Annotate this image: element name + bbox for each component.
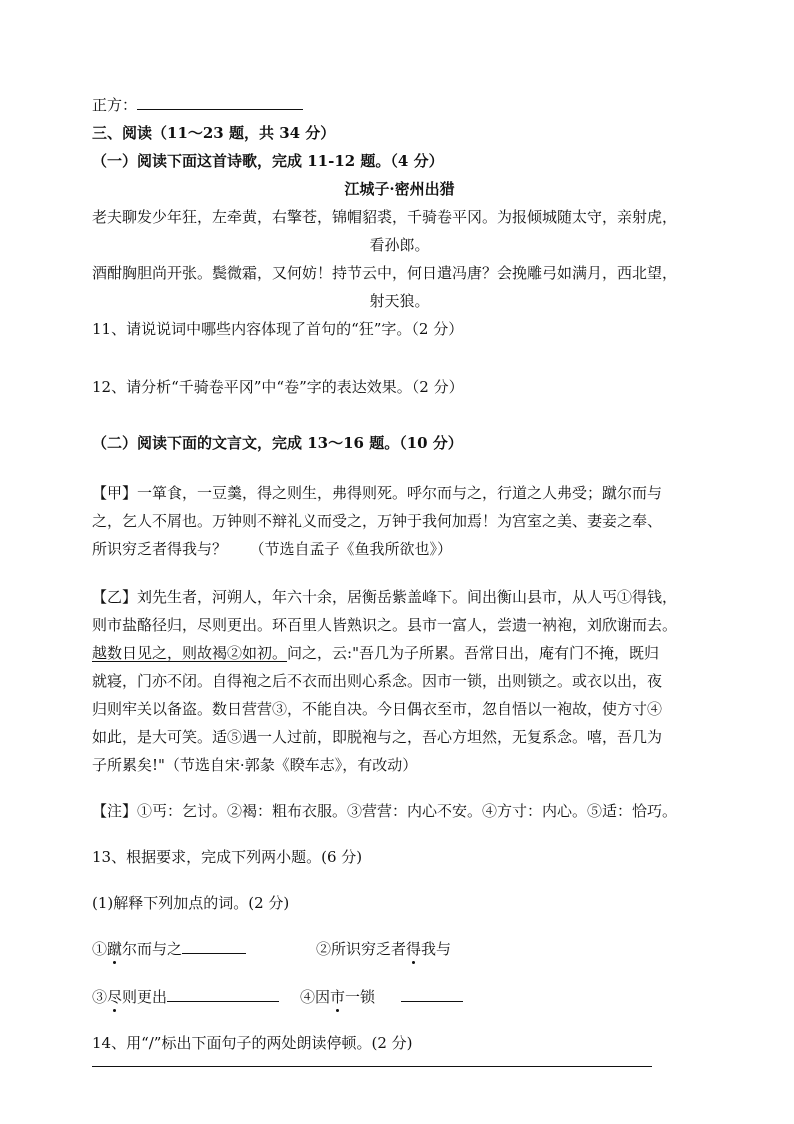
dotted-word: 市	[330, 988, 346, 1006]
yi-line: 则市盐酪径归，尽则更出。环百里人皆熟识之。县市一富人，尝遗一衲袍，刘欣谢而去。	[92, 616, 678, 634]
vocab-item-2	[316, 938, 451, 960]
vocab-item-1	[92, 938, 246, 960]
answer-blank[interactable]	[167, 986, 279, 1002]
poem-title: 江城子·密州出猎	[344, 180, 455, 198]
part2-heading: （二）阅读下面的文言文，完成 13～16 题。（10 分）	[92, 434, 463, 452]
question-13: 13、根据要求，完成下列两小题。(6 分)	[92, 848, 363, 866]
dotted-word: 得	[406, 940, 422, 958]
poem-line: 老夫聊发少年狂，左牵黄，右擎苍，锦帽貂裘，千骑卷平冈。为报倾城随太守，亲射虎，	[92, 208, 678, 226]
yi-line: 就寝，门亦不闭。自得袍之后不衣而出则心系念。因市一锁，出则锁之。或衣以出，夜	[92, 672, 663, 690]
question-12: 12、请分析“千骑卷平冈”中“卷”字的表达效果。（2 分）	[92, 378, 464, 396]
answer-blank[interactable]	[401, 986, 463, 1002]
top-label: 正方：	[92, 96, 138, 114]
answer-blank[interactable]	[137, 94, 303, 110]
question-13-1: (1)解释下列加点的词。(2 分)	[92, 894, 290, 912]
answer-line[interactable]	[92, 1066, 652, 1067]
part1-heading: （一）阅读下面这首诗歌，完成 11-12 题。（4 分）	[92, 152, 444, 170]
top-answer-line	[92, 94, 303, 116]
jia-line: 【甲】一箪食，一豆羹，得之则生，弗得则死。呼尔而与之，行道之人弗受；蹴尔而与	[92, 484, 663, 502]
poem-line: 射天狼。	[369, 292, 430, 310]
item-text: 一锁	[345, 988, 376, 1006]
yi-line	[92, 642, 659, 664]
yi-line: 【乙】刘先生者，河朔人，年六十余，居衡岳紫盖峰下。间出衡山县市，从人丐①得钱，	[92, 588, 678, 606]
question-11: 11、请说说词中哪些内容体现了首句的“狂”字。（2 分）	[92, 320, 464, 338]
item-text: ③	[92, 988, 108, 1006]
notes: 【注】①丐：乞讨。②褐：粗布衣服。③营营：内心不安。④方寸：内心。⑤适：恰巧。	[92, 802, 678, 820]
yi-line: 如此，是大可笑。适⑤遇一人过前，即脱袍与之，吾心方坦然，无复系念。嘻，吾几为	[92, 728, 663, 746]
answer-blank[interactable]	[182, 938, 246, 954]
yi-line: 子所累矣!"（节选自宋·郭彖《睽车志》，有改动）	[92, 756, 418, 774]
item-text: 尔而与之	[122, 940, 183, 958]
yi-line: 归则牢关以备盗。数日营营③，不能自决。今日偶衣至市，忽自悟以一袍故，使方寸④	[92, 700, 663, 718]
item-text: ④因	[300, 988, 331, 1006]
item-text: ①	[92, 940, 108, 958]
vocab-item-3	[92, 986, 279, 1008]
item-text: 我与	[421, 940, 452, 958]
dotted-word: 蹴	[107, 940, 123, 958]
underlined-sentence: 越数日见之，则故褐②如初。	[92, 644, 288, 662]
jia-line: 之，乞人不屑也。万钟则不辩礼义而受之，万钟于我何加焉！为宫室之美、妻妾之奉、	[92, 512, 663, 530]
item-text: ②所识穷乏者	[316, 940, 407, 958]
jia-line: 所识穷乏者得我与？ （节选自孟子《鱼我所欲也》）	[92, 540, 453, 558]
question-14: 14、用“/”标出下面句子的两处朗读停顿。(2 分)	[92, 1034, 413, 1052]
section-title: 三、阅读（11～23 题，共 34 分）	[92, 124, 336, 142]
item-text: 则更出	[122, 988, 168, 1006]
yi-line-text: 问之，云:"吾几为子所累。吾常日出，庵有门不掩，既归	[287, 644, 659, 662]
poem-line: 酒酣胸胆尚开张。鬓微霜，又何妨！持节云中，何日遣冯唐？会挽雕弓如满月，西北望，	[92, 264, 678, 282]
dotted-word: 尽	[107, 988, 123, 1006]
poem-line: 看孙郎。	[369, 236, 430, 254]
vocab-item-4	[300, 986, 463, 1008]
